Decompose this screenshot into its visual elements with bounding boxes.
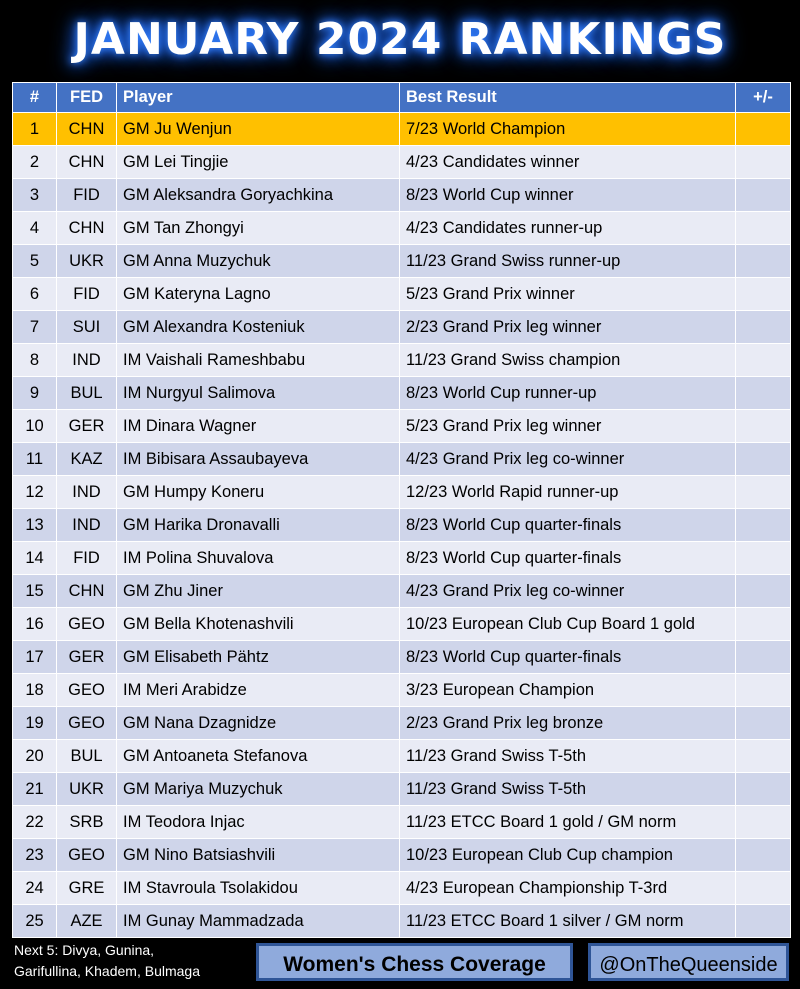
change-cell [736, 245, 791, 278]
fed-cell: IND [57, 509, 117, 542]
best-result-cell: 5/23 Grand Prix leg winner [400, 410, 736, 443]
best-result-cell: 12/23 World Rapid runner-up [400, 476, 736, 509]
change-cell [736, 146, 791, 179]
player-cell: GM Antoaneta Stefanova [117, 740, 400, 773]
fed-cell: SRB [57, 806, 117, 839]
player-cell: GM Nana Dzagnidze [117, 707, 400, 740]
player-cell: GM Kateryna Lagno [117, 278, 400, 311]
player-cell: IM Stavroula Tsolakidou [117, 872, 400, 905]
best-result-cell: 4/23 Candidates runner-up [400, 212, 736, 245]
best-result-cell: 4/23 Candidates winner [400, 146, 736, 179]
best-result-cell: 4/23 European Championship T-3rd [400, 872, 736, 905]
change-cell [736, 773, 791, 806]
best-result-cell: 11/23 ETCC Board 1 gold / GM norm [400, 806, 736, 839]
rank-cell: 23 [13, 839, 57, 872]
fed-cell: CHN [57, 212, 117, 245]
rank-cell: 13 [13, 509, 57, 542]
rank-cell: 3 [13, 179, 57, 212]
fed-cell: SUI [57, 311, 117, 344]
change-cell [736, 179, 791, 212]
rank-cell: 15 [13, 575, 57, 608]
rank-cell: 6 [13, 278, 57, 311]
table-row [13, 113, 791, 146]
best-result-cell: 2/23 Grand Prix leg winner [400, 311, 736, 344]
player-cell: IM Polina Shuvalova [117, 542, 400, 575]
fed-cell: GER [57, 641, 117, 674]
next-five-note [14, 940, 244, 982]
rank-cell: 21 [13, 773, 57, 806]
player-cell: GM Humpy Koneru [117, 476, 400, 509]
rank-cell: 4 [13, 212, 57, 245]
table-row [13, 806, 791, 839]
change-cell [736, 575, 791, 608]
rank-cell: 2 [13, 146, 57, 179]
table-row [13, 575, 791, 608]
rank-cell: 11 [13, 443, 57, 476]
best-result-cell: 8/23 World Cup quarter-finals [400, 509, 736, 542]
fed-cell: GEO [57, 608, 117, 641]
rank-cell: 19 [13, 707, 57, 740]
fed-cell: FID [57, 278, 117, 311]
rank-cell: 18 [13, 674, 57, 707]
player-cell: GM Anna Muzychuk [117, 245, 400, 278]
best-result-cell: 8/23 World Cup runner-up [400, 377, 736, 410]
rank-cell: 14 [13, 542, 57, 575]
best-result-cell: 10/23 European Club Cup champion [400, 839, 736, 872]
player-cell: IM Nurgyul Salimova [117, 377, 400, 410]
fed-cell: KAZ [57, 443, 117, 476]
table-row [13, 707, 791, 740]
rank-cell: 1 [13, 113, 57, 146]
change-cell [736, 872, 791, 905]
player-cell: IM Bibisara Assaubayeva [117, 443, 400, 476]
fed-cell: GEO [57, 839, 117, 872]
table-row [13, 773, 791, 806]
table-row [13, 443, 791, 476]
player-cell: GM Zhu Jiner [117, 575, 400, 608]
fed-cell: GER [57, 410, 117, 443]
change-cell [736, 509, 791, 542]
table-header-row [13, 83, 791, 113]
header-rank: # [13, 83, 57, 113]
rank-cell: 7 [13, 311, 57, 344]
player-cell: GM Alexandra Kosteniuk [117, 311, 400, 344]
table-row [13, 476, 791, 509]
rankings-table [12, 82, 791, 938]
fed-cell: IND [57, 476, 117, 509]
rank-cell: 20 [13, 740, 57, 773]
best-result-cell: 10/23 European Club Cup Board 1 gold [400, 608, 736, 641]
page-title: JANUARY 2024 RANKINGS [73, 14, 727, 65]
change-cell [736, 410, 791, 443]
fed-cell: CHN [57, 113, 117, 146]
change-cell [736, 443, 791, 476]
best-result-cell: 11/23 ETCC Board 1 silver / GM norm [400, 905, 736, 938]
player-cell: GM Lei Tingjie [117, 146, 400, 179]
best-result-cell: 5/23 Grand Prix winner [400, 278, 736, 311]
table-row [13, 146, 791, 179]
fed-cell: BUL [57, 377, 117, 410]
table-row [13, 377, 791, 410]
fed-cell: CHN [57, 575, 117, 608]
header-change: +/- [736, 83, 791, 113]
change-cell [736, 377, 791, 410]
change-cell [736, 641, 791, 674]
handle-badge: @OnTheQueenside [588, 943, 789, 981]
change-cell [736, 278, 791, 311]
fed-cell: UKR [57, 245, 117, 278]
fed-cell: FID [57, 179, 117, 212]
header-player: Player [117, 83, 400, 113]
fed-cell: CHN [57, 146, 117, 179]
rank-cell: 10 [13, 410, 57, 443]
rank-cell: 24 [13, 872, 57, 905]
change-cell [736, 905, 791, 938]
best-result-cell: 4/23 Grand Prix leg co-winner [400, 443, 736, 476]
best-result-cell: 11/23 Grand Swiss runner-up [400, 245, 736, 278]
change-cell [736, 839, 791, 872]
change-cell [736, 707, 791, 740]
header-best-result: Best Result [400, 83, 736, 113]
player-cell: IM Gunay Mammadzada [117, 905, 400, 938]
rank-cell: 5 [13, 245, 57, 278]
player-cell: GM Harika Dronavalli [117, 509, 400, 542]
player-cell: GM Nino Batsiashvili [117, 839, 400, 872]
rank-cell: 12 [13, 476, 57, 509]
table-row [13, 608, 791, 641]
fed-cell: FID [57, 542, 117, 575]
rank-cell: 16 [13, 608, 57, 641]
fed-cell: BUL [57, 740, 117, 773]
table-row [13, 509, 791, 542]
player-cell: GM Aleksandra Goryachkina [117, 179, 400, 212]
change-cell [736, 740, 791, 773]
player-cell: GM Elisabeth Pähtz [117, 641, 400, 674]
best-result-cell: 7/23 World Champion [400, 113, 736, 146]
fed-cell: UKR [57, 773, 117, 806]
change-cell [736, 344, 791, 377]
player-cell: IM Meri Arabidze [117, 674, 400, 707]
fed-cell: AZE [57, 905, 117, 938]
table-row [13, 344, 791, 377]
best-result-cell: 8/23 World Cup quarter-finals [400, 641, 736, 674]
fed-cell: GEO [57, 674, 117, 707]
best-result-cell: 2/23 Grand Prix leg bronze [400, 707, 736, 740]
player-cell: IM Teodora Injac [117, 806, 400, 839]
rank-cell: 25 [13, 905, 57, 938]
rank-cell: 8 [13, 344, 57, 377]
table-row [13, 872, 791, 905]
change-cell [736, 311, 791, 344]
player-cell: GM Tan Zhongyi [117, 212, 400, 245]
table-row [13, 542, 791, 575]
best-result-cell: 11/23 Grand Swiss T-5th [400, 740, 736, 773]
change-cell [736, 542, 791, 575]
rank-cell: 22 [13, 806, 57, 839]
next-five-line-2: Garifullina, Khadem, Bulmaga [14, 963, 200, 979]
table-row [13, 311, 791, 344]
table-row [13, 410, 791, 443]
best-result-cell: 8/23 World Cup winner [400, 179, 736, 212]
table-row [13, 740, 791, 773]
player-cell: GM Bella Khotenashvili [117, 608, 400, 641]
player-cell: GM Ju Wenjun [117, 113, 400, 146]
coverage-badge: Women's Chess Coverage [256, 943, 573, 981]
change-cell [736, 476, 791, 509]
player-cell: GM Mariya Muzychuk [117, 773, 400, 806]
player-cell: IM Dinara Wagner [117, 410, 400, 443]
player-cell: IM Vaishali Rameshbabu [117, 344, 400, 377]
best-result-cell: 3/23 European Champion [400, 674, 736, 707]
table-row [13, 245, 791, 278]
change-cell [736, 806, 791, 839]
best-result-cell: 11/23 Grand Swiss T-5th [400, 773, 736, 806]
fed-cell: GRE [57, 872, 117, 905]
change-cell [736, 608, 791, 641]
change-cell [736, 113, 791, 146]
fed-cell: GEO [57, 707, 117, 740]
change-cell [736, 674, 791, 707]
fed-cell: IND [57, 344, 117, 377]
table-row [13, 641, 791, 674]
table-row [13, 179, 791, 212]
header-fed: FED [57, 83, 117, 113]
rank-cell: 9 [13, 377, 57, 410]
best-result-cell: 8/23 World Cup quarter-finals [400, 542, 736, 575]
best-result-cell: 11/23 Grand Swiss champion [400, 344, 736, 377]
table-row [13, 674, 791, 707]
table-row [13, 212, 791, 245]
table-row [13, 278, 791, 311]
table-row [13, 905, 791, 938]
change-cell [736, 212, 791, 245]
best-result-cell: 4/23 Grand Prix leg co-winner [400, 575, 736, 608]
rank-cell: 17 [13, 641, 57, 674]
table-row [13, 839, 791, 872]
next-five-line-1: Next 5: Divya, Gunina, [14, 942, 155, 958]
